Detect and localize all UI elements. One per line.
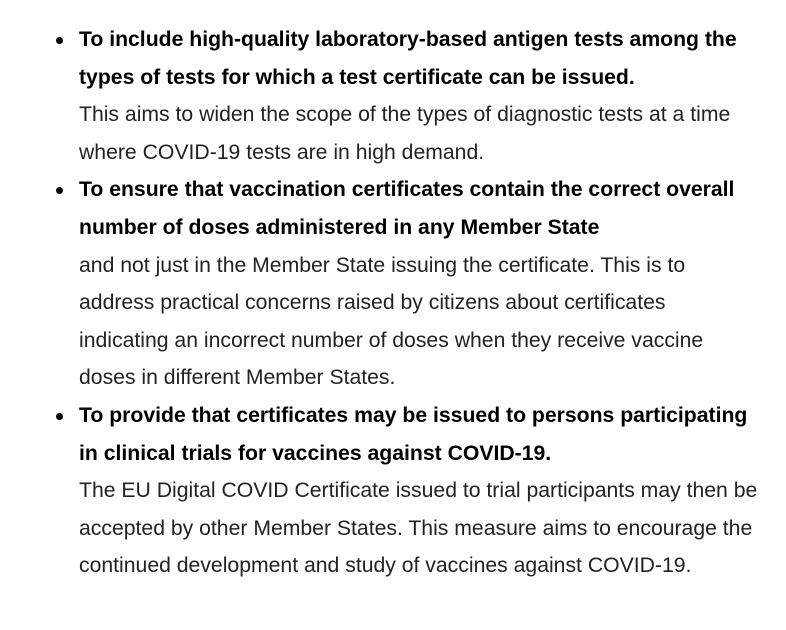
measures-list bbox=[79, 21, 759, 585]
item-text: The EU Digital COVID Certificate issued to trial participants may then be accepted by other Member States. This measure aims to encourage the continued development and study of vaccines against COVID-19. bbox=[79, 479, 758, 578]
item-heading: To include high-quality laboratory-based antigen tests among the types of tests for which a test certificate can be issued. bbox=[79, 28, 737, 89]
list-item bbox=[79, 397, 759, 585]
item-heading: To provide that certificates may be issued to persons participating in clinical trials for vaccines against COVID-19. bbox=[79, 403, 748, 465]
bullet-icon bbox=[56, 413, 63, 420]
item-text: and not just in the Member State issuing the certificate. This is to address practical concerns raised by citizens about certificates indicating an incorrect number of doses when they receive vaccine doses in different Member States. bbox=[79, 253, 704, 390]
list-item bbox=[79, 171, 759, 397]
list-item bbox=[79, 21, 759, 171]
bullet-icon bbox=[56, 187, 63, 194]
item-text: This aims to widen the scope of the types of diagnostic tests at a time where COVID-19 tests are in high demand. bbox=[79, 103, 731, 164]
item-heading: To ensure that vaccination certificates contain the correct overall number of doses administered in any Member State bbox=[79, 178, 735, 239]
bullet-icon bbox=[56, 37, 63, 44]
